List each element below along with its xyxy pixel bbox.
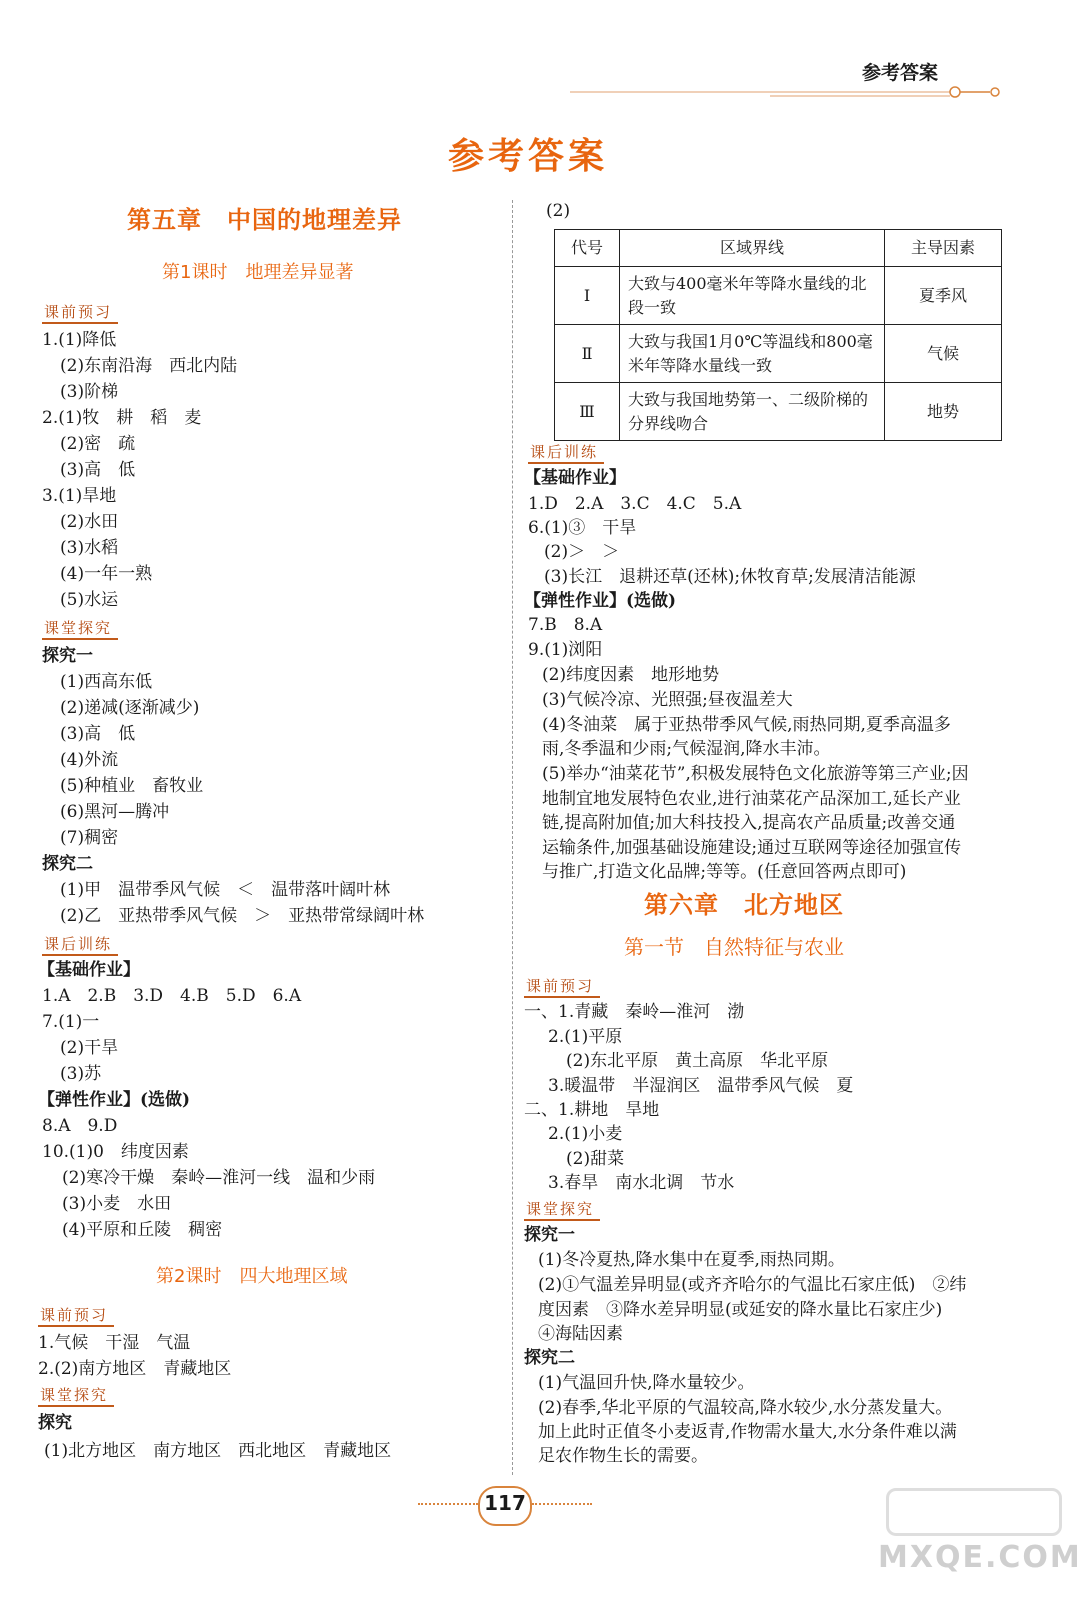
table-cell: 气候 [885, 325, 1002, 383]
column-divider [512, 200, 513, 1475]
table-cell: 大致与我国1月0℃等温线和800毫米年等降水量线一致 [620, 325, 885, 383]
answer-line: ④海陆因素 [538, 1324, 623, 1344]
answer-line: (3)高 低 [60, 460, 136, 480]
answer-line: (2)＞ ＞ [544, 542, 620, 562]
answer-line: 7.(1)一 [42, 1012, 100, 1032]
table-cell: Ⅲ [555, 383, 620, 441]
section-tag: 课堂探究 [524, 1198, 600, 1221]
answer-line: (4)一年一熟 [60, 564, 153, 584]
answer-line: (2)东南沿海 西北内陆 [60, 356, 238, 376]
answer-line: (2)乙 亚热带季风气候 ＞ 亚热带常绿阔叶林 [60, 906, 425, 926]
answer-line: 3.(1)旱地 [42, 486, 117, 506]
answer-line: 1.A 2.B 3.D 4.B 5.D 6.A [42, 986, 302, 1006]
answer-line: 二、1.耕地 旱地 [524, 1100, 660, 1120]
answer-line: (7)稠密 [60, 828, 119, 848]
answer-line: (3)长江 退耕还草(还林);休牧育草;发展清洁能源 [544, 567, 916, 587]
answer-line: 10.(1)0 纬度因素 [42, 1142, 189, 1162]
table-label: (2) [546, 201, 571, 221]
section-title: 第一节 自然特征与农业 [624, 935, 844, 959]
answer-line: (2)①气温差异明显(或齐齐哈尔的气温比石家庄低) ②纬 [538, 1275, 967, 1295]
answer-line: (3)水稻 [60, 538, 119, 558]
answer-line: (2)甜菜 [566, 1149, 625, 1169]
answer-line: (4)平原和丘陵 稠密 [62, 1220, 223, 1240]
answer-line: (2)递减(逐渐减少) [60, 698, 200, 718]
table-cell: 地势 [885, 383, 1002, 441]
table-cell: Ⅱ [555, 325, 620, 383]
chapter-title: 第五章 中国的地理差异 [127, 206, 402, 234]
section-tag: 课前预习 [38, 1304, 114, 1327]
answer-line: 与推广,打造文化品牌;等等。(任意回答两点即可) [542, 862, 907, 882]
answer-line: (5)种植业 畜牧业 [60, 776, 204, 796]
section-tag: 课堂探究 [42, 617, 118, 640]
subheading: 【基础作业】 [38, 960, 140, 980]
table-cell: 大致与400毫米年等降水量线的北段一致 [620, 267, 885, 325]
section-tag: 课前预习 [42, 301, 118, 324]
chapter-title: 第六章 北方地区 [644, 891, 844, 919]
answer-line: 雨,冬季温和少雨;气候湿润,降水丰沛。 [542, 739, 831, 759]
subheading: 探究 [38, 1413, 72, 1433]
watermark-text: MXQE.COM [878, 1540, 1082, 1575]
answer-line: (1)西高东低 [60, 672, 153, 692]
answer-line: 3.春旱 南水北调 节水 [548, 1173, 735, 1193]
answer-line: (2)东北平原 黄土高原 华北平原 [566, 1051, 829, 1071]
answer-line: 9.(1)浏阳 [528, 640, 603, 660]
footer-dots-left [418, 1503, 478, 1505]
answer-line: 1.D 2.A 3.C 4.C 5.A [528, 494, 742, 514]
answer-line: (3)高 低 [60, 724, 136, 744]
subheading: 探究二 [524, 1348, 575, 1368]
table-header: 主导因素 [885, 230, 1002, 267]
section-tag: 课堂探究 [38, 1384, 114, 1407]
subheading: 【弹性作业】(选做) [38, 1090, 191, 1110]
header-label: 参考答案 [862, 62, 939, 84]
table-row [555, 325, 1002, 383]
answer-line: (4)冬油菜 属于亚热带季风气候,雨热同期,夏季高温多 [542, 715, 951, 735]
table-cell: 夏季风 [885, 267, 1002, 325]
answer-line: (6)黑河—腾冲 [60, 802, 170, 822]
answer-line: 1.气候 干湿 气温 [38, 1333, 191, 1353]
answer-line: (2)干旱 [60, 1038, 119, 1058]
table-row [555, 383, 1002, 441]
subheading: 探究一 [42, 646, 93, 666]
answer-line: (3)苏 [60, 1064, 102, 1084]
table-header: 区域界线 [620, 230, 885, 267]
answer-line: (1)冬冷夏热,降水集中在夏季,雨热同期。 [538, 1250, 845, 1270]
table-header: 代号 [555, 230, 620, 267]
answer-line: 一、1.青藏 秦岭—淮河 渤 [524, 1002, 745, 1022]
table-row [555, 267, 1002, 325]
answer-line: 运输条件,加强基础设施建设;通过互联网等途径加强宣传 [542, 838, 962, 858]
answer-line: 8.A 9.D [42, 1116, 118, 1136]
subheading: 【弹性作业】(选做) [524, 591, 677, 611]
table-header-row [555, 230, 1002, 267]
lesson-title: 第2课时 四大地理区域 [156, 1266, 348, 1287]
lesson-title: 第1课时 地理差异显著 [162, 262, 354, 283]
answer-line: 2.(1)平原 [548, 1027, 623, 1047]
answer-line: 加上此时正值冬小麦返青,作物需水量大,水分条件难以满 [538, 1422, 957, 1442]
section-tag: 课后训练 [42, 933, 118, 956]
footer-dots-right [532, 1503, 592, 1505]
answer-line: (4)外流 [60, 750, 119, 770]
answer-line: (1)北方地区 南方地区 西北地区 青藏地区 [44, 1441, 392, 1461]
answer-line: (2)春季,华北平原的气温较高,降水较少,水分蒸发量大。 [538, 1398, 953, 1418]
answer-line: (1)甲 温带季风气候 ＜ 温带落叶阔叶林 [60, 880, 391, 900]
watermark-logo [886, 1488, 1062, 1536]
answer-line: 3.暖温带 半湿润区 温带季风气候 夏 [548, 1076, 854, 1096]
answer-line: 链,提高附加值;加大科技投入,提高农产品质量;改善交通 [542, 813, 956, 833]
answer-line: (3)阶梯 [60, 382, 119, 402]
answer-line: (1)气温回升快,降水量较少。 [538, 1373, 755, 1393]
answer-line: (3)气候冷凉、光照强;昼夜温差大 [542, 690, 793, 710]
answer-line: (3)小麦 水田 [62, 1194, 172, 1214]
region-table [554, 229, 1002, 441]
answer-line: (2)寒冷干燥 秦岭—淮河一线 温和少雨 [62, 1168, 376, 1188]
answer-line: 7.B 8.A [528, 615, 603, 635]
section-tag: 课前预习 [524, 975, 600, 998]
answer-line: (2)密 疏 [60, 434, 136, 454]
answer-line: (2)水田 [60, 512, 119, 532]
section-tag: 课后训练 [528, 441, 604, 464]
answer-line: 地制宜地发展特色农业,进行油菜花产品深加工,延长产业 [542, 789, 961, 809]
table-cell: 大致与我国地势第一、二级阶梯的分界线吻合 [620, 383, 885, 441]
answer-line: 6.(1)③ 干旱 [528, 518, 637, 538]
answer-line: 足农作物生长的需要。 [538, 1446, 708, 1466]
answer-line: (5)水运 [60, 590, 119, 610]
page-title: 参考答案 [448, 136, 609, 177]
subheading: 探究一 [524, 1225, 575, 1245]
subheading: 探究二 [42, 854, 93, 874]
answer-line: (5)举办“油菜花节”,积极发展特色文化旅游等第三产业;因 [542, 764, 969, 784]
table-cell: Ⅰ [555, 267, 620, 325]
answer-line: 2.(1)牧 耕 稻 麦 [42, 408, 202, 428]
page-number: 117 [484, 1491, 526, 1515]
answer-line: (2)纬度因素 地形地势 [542, 665, 720, 685]
answer-line: 度因素 ③降水差异明显(或延安的降水量比石家庄少) [538, 1300, 943, 1320]
header-rule-icon [570, 82, 1010, 102]
subheading: 【基础作业】 [524, 468, 626, 488]
answer-line: 2.(1)小麦 [548, 1124, 623, 1144]
answer-line: 2.(2)南方地区 青藏地区 [38, 1359, 232, 1379]
answer-line: 1.(1)降低 [42, 330, 117, 350]
